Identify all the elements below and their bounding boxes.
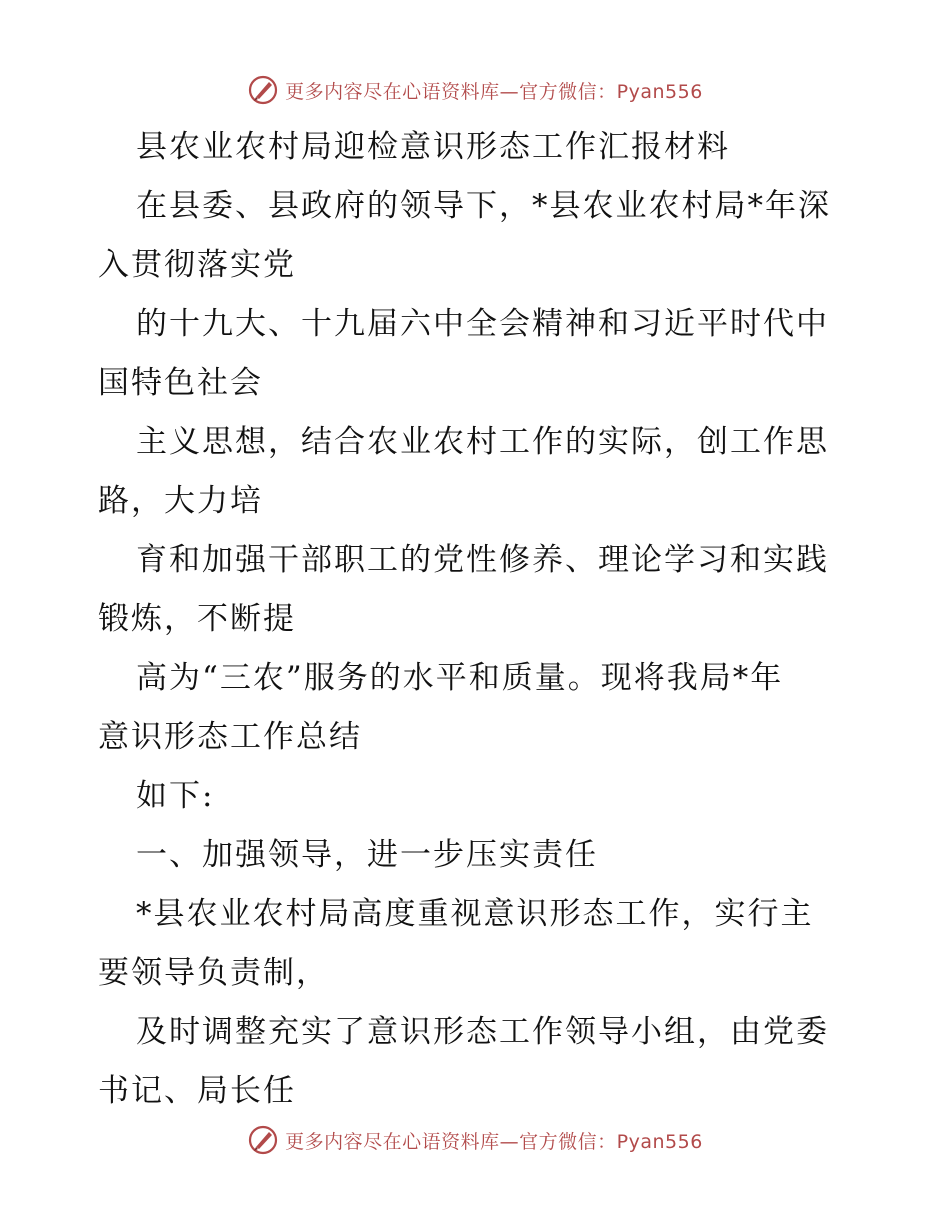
text-line: 要领导负责制， bbox=[98, 955, 329, 991]
text-line: 的十九大、十九届六中全会精神和习近平时代中 bbox=[136, 306, 829, 342]
text-line: 及时调整充实了意识形态工作领导小组，由党委 bbox=[136, 1014, 829, 1050]
watermark-text: 更多内容尽在心语资料库—官方微信：Pyan556 bbox=[285, 80, 703, 103]
text-line: 路，大力培 bbox=[98, 483, 263, 519]
quill-pen-logo-icon bbox=[247, 1124, 279, 1156]
text-line: 意识形态工作总结 bbox=[98, 719, 362, 755]
document-body bbox=[98, 118, 858, 1121]
text-line: 如下: bbox=[136, 778, 215, 814]
text-line: 一、加强领导，进一步压实责任 bbox=[136, 837, 598, 873]
text-line: 书记、局长任 bbox=[98, 1073, 296, 1109]
footer-watermark bbox=[0, 1120, 950, 1160]
quill-pen-logo-icon bbox=[247, 74, 279, 106]
text-line: 在县委、县政府的领导下，*县农业农村局*年深 bbox=[136, 188, 831, 224]
text-line: 国特色社会 bbox=[98, 365, 263, 401]
header-watermark bbox=[0, 70, 950, 110]
text-line: 育和加强干部职工的党性修养、理论学习和实践 bbox=[136, 542, 829, 578]
text-line: 高为“三农”服务的水平和质量。现将我局*年 bbox=[136, 660, 784, 696]
text-line: 主义思想，结合农业农村工作的实际，创工作思 bbox=[136, 424, 829, 460]
text-line: 入贯彻落实党 bbox=[98, 247, 296, 283]
text-line: *县农业农村局高度重视意识形态工作，实行主 bbox=[136, 896, 814, 932]
text-line: 锻炼，不断提 bbox=[98, 601, 296, 637]
watermark-text: 更多内容尽在心语资料库—官方微信：Pyan556 bbox=[285, 1130, 703, 1153]
text-line: 县农业农村局迎检意识形态工作汇报材料 bbox=[136, 129, 730, 165]
